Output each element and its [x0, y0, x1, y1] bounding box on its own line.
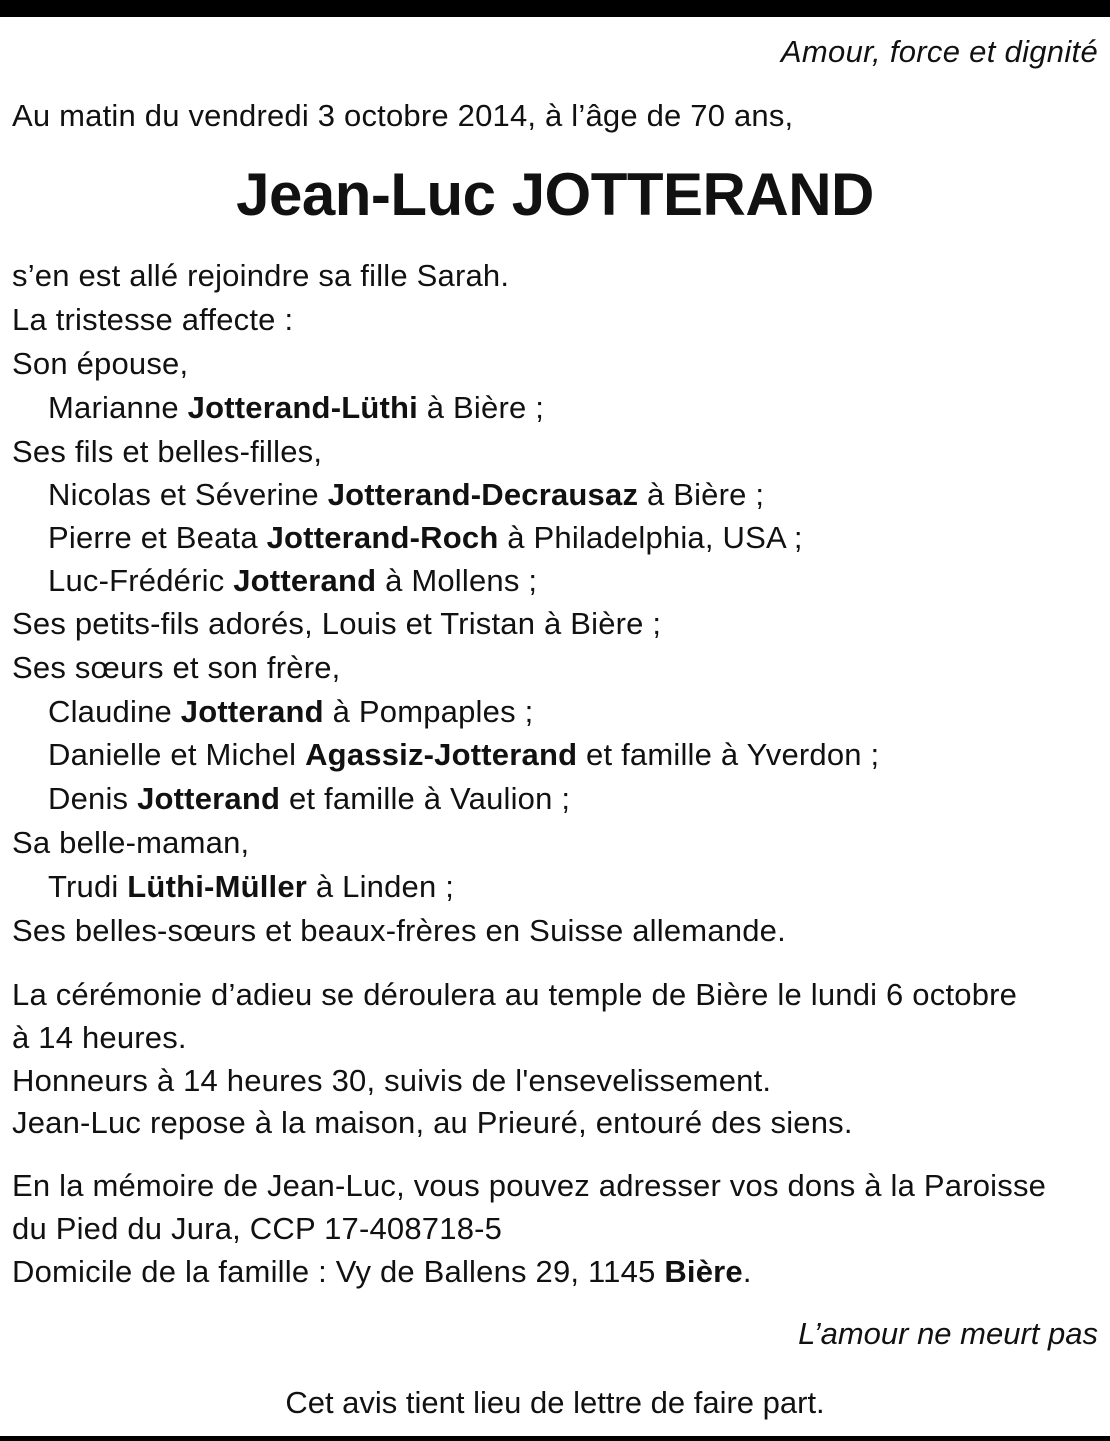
first-name: Pierre et Beata [48, 520, 267, 555]
address-town: Bière [664, 1254, 743, 1289]
ceremony-line: à 14 heures. [12, 1020, 187, 1055]
family-member-line [48, 694, 533, 730]
location: et famille à Vaulion ; [280, 781, 571, 816]
family-member-line [48, 781, 570, 817]
closing-quote: L’amour ne meurt pas [798, 1316, 1098, 1351]
first-name: Claudine [48, 694, 181, 729]
family-member-line [48, 477, 764, 513]
location: et famille à Yverdon ; [577, 737, 880, 772]
text-line: Ses sœurs et son frère, [12, 650, 341, 685]
family-member-line [48, 563, 537, 599]
deceased-name: Jean-Luc JOTTERAND [236, 161, 874, 228]
text-line: Ses fils et belles-filles, [12, 434, 323, 469]
family-surname: Jotterand [137, 781, 281, 816]
location: à Linden ; [307, 869, 455, 904]
text-line: s’en est allé rejoindre sa fille Sarah. [12, 258, 510, 293]
family-surname: Jotterand [233, 563, 377, 598]
location: à Bière ; [638, 477, 765, 512]
family-surname: Jotterand [180, 694, 324, 729]
ceremony-line: La cérémonie d’adieu se déroulera au temple de Bière le lundi 6 octobre [12, 977, 1018, 1012]
donation-line: du Pied du Jura, CCP 17-408718-5 [12, 1211, 503, 1246]
family-surname: Jotterand-Lüthi [187, 390, 418, 425]
intro-line: Au matin du vendredi 3 octobre 2014, à l’âge de 70 ans, [12, 98, 794, 133]
address-text: Domicile de la famille : Vy de Ballens 29, 1145 [12, 1254, 665, 1289]
family-member-line [48, 737, 879, 773]
address-period: . [742, 1254, 752, 1289]
ceremony-line: Jean-Luc repose à la maison, au Prieuré, entouré des siens. [12, 1105, 853, 1140]
text-line: Son épouse, [12, 346, 189, 381]
location: à Philadelphia, USA ; [498, 520, 803, 555]
family-member-line [48, 520, 803, 556]
location: à Bière ; [417, 390, 545, 425]
bottom-rule [0, 1436, 1110, 1441]
first-name: Denis [48, 781, 138, 816]
family-surname: Jotterand-Decrausaz [327, 477, 639, 512]
family-surname: Agassiz-Jotterand [305, 737, 578, 772]
epigraph: Amour, force et dignité [780, 34, 1098, 69]
text-line: Ses belles-sœurs et beaux-frères en Suisse allemande. [12, 913, 786, 948]
footer-note: Cet avis tient lieu de lettre de faire part. [285, 1385, 825, 1420]
location: à Pompaples ; [323, 694, 534, 729]
text-line: Sa belle-maman, [12, 825, 250, 860]
location: à Mollens ; [376, 563, 538, 598]
family-surname: Jotterand-Roch [266, 520, 499, 555]
text-line: La tristesse affecte : [12, 302, 294, 337]
first-name: Danielle et Michel [48, 737, 306, 772]
text-line: Ses petits-fils adorés, Louis et Tristan à Bière ; [12, 606, 662, 641]
donation-line: En la mémoire de Jean-Luc, vous pouvez adresser vos dons à la Paroisse [12, 1168, 1047, 1203]
family-member-line [48, 390, 544, 426]
first-name: Marianne [48, 390, 188, 425]
first-name: Luc-Frédéric [48, 563, 234, 598]
family-surname: Lüthi-Müller [127, 869, 308, 904]
ceremony-line: Honneurs à 14 heures 30, suivis de l'ensevelissement. [12, 1063, 772, 1098]
family-member-line [48, 869, 454, 905]
first-name: Nicolas et Séverine [48, 477, 328, 512]
top-rule [0, 0, 1110, 17]
family-address-line [12, 1254, 752, 1290]
first-name: Trudi [48, 869, 128, 904]
